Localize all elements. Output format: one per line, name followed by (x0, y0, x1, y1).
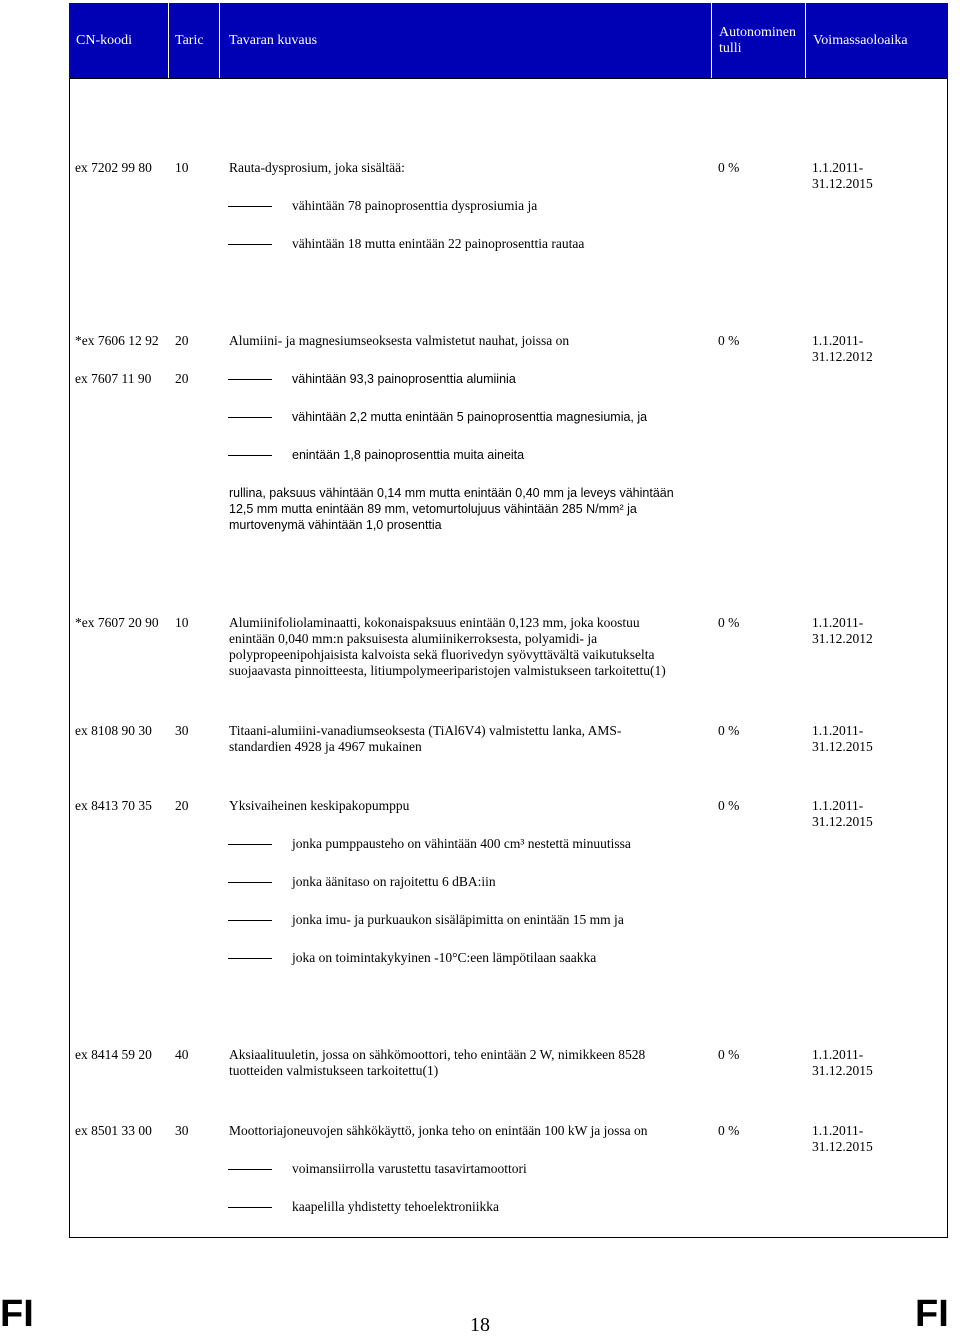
validity-end: 31.12.2015 (812, 1139, 873, 1154)
duty-rate: 0 % (718, 1047, 740, 1062)
validity-start: 1.1.2011- (812, 615, 864, 630)
validity-start: 1.1.2011- (812, 723, 864, 738)
description-item: vähintään 93,3 painoprosenttia alumiinia (292, 372, 516, 386)
dash-bullet (228, 206, 272, 207)
dash-bullet (228, 1207, 272, 1208)
header-separator (168, 3, 169, 78)
taric-code: 10 (175, 160, 189, 175)
page-number: 18 (470, 1314, 490, 1336)
duty-rate: 0 % (718, 798, 740, 813)
dash-bullet (228, 244, 272, 245)
dash-bullet (228, 417, 272, 418)
taric-code: 40 (175, 1047, 189, 1062)
cn-code: ex 7202 99 80 (75, 160, 152, 175)
description-item: jonka imu- ja purkuaukon sisäläpimitta on enintään 15 mm ja (292, 912, 624, 927)
validity-start: 1.1.2011- (812, 333, 864, 348)
description-line: enintään 0,040 mm:n paksuisesta alumiinikerroksesta, polyamidi- ja (229, 631, 598, 646)
footer-language-code-right: FI (915, 1293, 949, 1335)
description-line: polypropeenipohjaisista kalvoista sekä fluorivedyn syövyttävältä vaikutukselta (229, 647, 655, 662)
cn-code: *ex 7606 12 92 (75, 333, 159, 348)
taric-code: 30 (175, 1123, 189, 1138)
description-item: enintään 1,8 painoprosenttia muita aineita (292, 448, 525, 462)
description: Moottoriajoneuvojen sähkökäyttö, jonka teho on enintään 100 kW ja jossa on (229, 1123, 648, 1138)
duty-rate: 0 % (718, 333, 740, 348)
header-taric: Taric (175, 32, 204, 48)
description-item: jonka pumppausteho on vähintään 400 cm³ nestettä minuutissa (292, 836, 631, 851)
dash-bullet (228, 958, 272, 959)
footer-language-code-left: FI (0, 1293, 34, 1335)
validity-end: 31.12.2015 (812, 814, 873, 829)
header-validity: Voimassaoloaika (813, 32, 908, 48)
validity-start: 1.1.2011- (812, 1123, 864, 1138)
dash-bullet (228, 455, 272, 456)
cn-code: ex 8414 59 20 (75, 1047, 152, 1062)
dash-bullet (228, 379, 272, 380)
cn-code: ex 8501 33 00 (75, 1123, 152, 1138)
validity-start: 1.1.2011- (812, 160, 864, 175)
description: Rauta-dysprosium, joka sisältää: (229, 160, 405, 175)
description-item: kaapelilla yhdistetty tehoelektroniikka (292, 1199, 499, 1214)
validity-end: 31.12.2015 (812, 739, 873, 754)
header-separator (805, 3, 806, 78)
cn-code: ex 8413 70 35 (75, 798, 152, 813)
validity-end: 31.12.2015 (812, 1063, 873, 1078)
taric-code: 30 (175, 723, 189, 738)
description-item: vähintään 18 mutta enintään 22 painoprosenttia rautaa (292, 236, 585, 251)
validity-start: 1.1.2011- (812, 798, 864, 813)
header-description: Tavaran kuvaus (229, 32, 318, 48)
duty-rate: 0 % (718, 1123, 740, 1138)
description-line: Alumiinifoliolaminaatti, kokonaispaksuus enintään 0,123 mm, joka koostuu (229, 615, 640, 630)
validity-end: 31.12.2015 (812, 176, 873, 191)
description-item: voimansiirrolla varustettu tasavirtamoottori (292, 1161, 527, 1176)
description-line: standardien 4928 ja 4967 mukainen (229, 739, 422, 754)
description-line: 12,5 mm mutta enintään 89 mm, vetomurtolujuus vähintään 285 N/mm² ja (229, 502, 637, 516)
description-line: Titaani-alumiini-vanadiumseoksesta (TiAl6V4) valmistettu lanka, AMS- (229, 723, 622, 738)
taric-code: 20 (175, 798, 189, 813)
description: Yksivaiheinen keskipakopumppu (229, 798, 410, 813)
description-item: joka on toimintakykyinen -10°C:een lämpötilaan saakka (292, 950, 597, 965)
description-item: vähintään 2,2 mutta enintään 5 painoprosenttia magnesiumia, ja (292, 410, 648, 424)
dash-bullet (228, 920, 272, 921)
header-separator (219, 3, 220, 78)
header-cn-code: CN-koodi (76, 32, 132, 48)
validity-end: 31.12.2012 (812, 349, 873, 364)
description-item: jonka äänitaso on rajoitettu 6 dBA:iin (292, 874, 496, 889)
cn-code: ex 7607 11 90 (75, 371, 152, 386)
description-line: suojaavasta pinnoitteesta, litiumpolymeeriparistojen valmistukseen tarkoitettu(1) (229, 663, 666, 678)
duty-rate: 0 % (718, 160, 740, 175)
duty-rate: 0 % (718, 723, 740, 738)
dash-bullet (228, 844, 272, 845)
description-line: Aksiaalituuletin, jossa on sähkömoottori, teho enintään 2 W, nimikkeen 8528 (229, 1047, 646, 1062)
validity-start: 1.1.2011- (812, 1047, 864, 1062)
taric-code: 10 (175, 615, 189, 630)
header-separator (711, 3, 712, 78)
header-duty: Autonominen tulli (719, 24, 796, 56)
description-line: tuotteiden valmistukseen tarkoitettu(1) (229, 1063, 439, 1078)
dash-bullet (228, 882, 272, 883)
taric-code: 20 (175, 371, 189, 386)
cn-code: ex 8108 90 30 (75, 723, 152, 738)
description-line: murtovenymä vähintään 1,0 prosenttia (229, 518, 442, 532)
cn-code: *ex 7607 20 90 (75, 615, 159, 630)
description-line: rullina, paksuus vähintään 0,14 mm mutta enintään 0,40 mm ja leveys vähintään (229, 486, 674, 500)
table-header (69, 3, 948, 79)
dash-bullet (228, 1169, 272, 1170)
validity-end: 31.12.2012 (812, 631, 873, 646)
duty-rate: 0 % (718, 615, 740, 630)
description-item: vähintään 78 painoprosenttia dysprosiumia ja (292, 198, 538, 213)
taric-code: 20 (175, 333, 189, 348)
description: Alumiini- ja magnesiumseoksesta valmistetut nauhat, joissa on (229, 333, 570, 348)
